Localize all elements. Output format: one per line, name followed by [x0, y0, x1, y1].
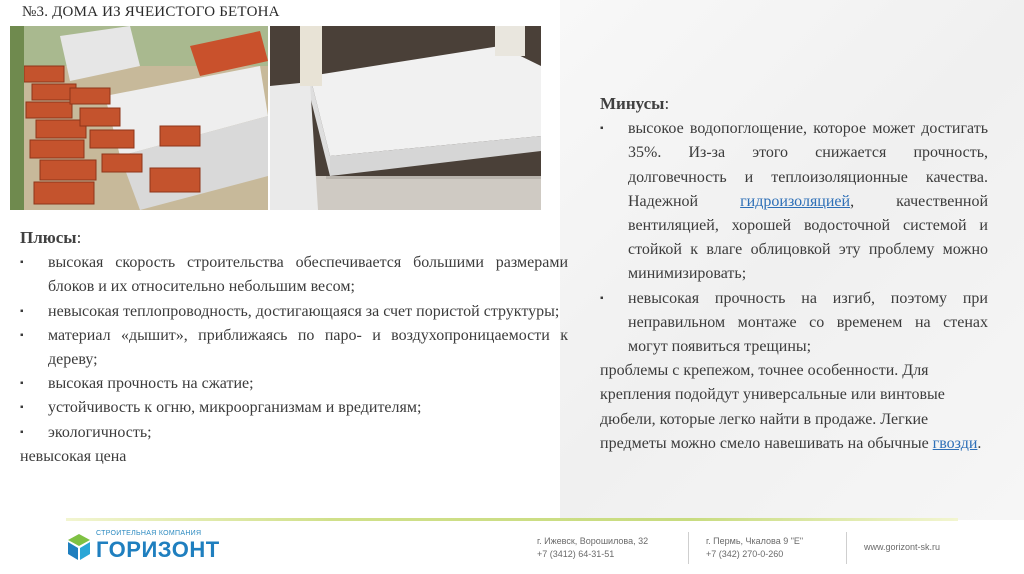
contact-izhevsk	[537, 535, 648, 561]
list-item: ▪ высокая прочность на сжатие;	[20, 372, 568, 396]
footer-separator	[688, 532, 689, 564]
bullet-icon: ▪	[20, 305, 24, 317]
bullet-icon: ▪	[600, 292, 604, 304]
list-item: ▪ невысокая теплопроводность, достигающаяся за счет пористой структуры;	[20, 300, 568, 324]
list-item: ▪ материал «дышит», приближаясь по паро- и воздухопроницаемости к дереву;	[20, 324, 568, 372]
list-item: ▪ экологичность;	[20, 421, 568, 445]
logo-cube-icon	[66, 532, 92, 562]
bullet-icon: ▪	[20, 329, 24, 341]
pros-heading: Плюсы:	[20, 228, 82, 247]
pros-list	[20, 251, 568, 445]
bullet-icon: ▪	[20, 378, 24, 390]
list-item: ▪ высокое водопоглощение, которое может достигать 35%. Из-за этого снижается прочность, долговечность и теплоизоляционные качества. Надежной гидроизоляцией, качественной вентиляцией, хорошей водосточной системой и стойкой к влаге облицовкой эту проблему можно минимизировать;	[600, 117, 988, 286]
list-item: ▪ высокая скорость строительства обеспечивается большими размерами блоков и их относительно небольшим весом;	[20, 251, 568, 299]
list-item: ▪ невысокая прочность на изгиб, поэтому при неправильном монтаже со временем на стенах могут появиться трещины;	[600, 287, 988, 360]
bullet-icon: ▪	[600, 123, 604, 135]
photo-aerated-block	[270, 26, 541, 210]
bullet-icon: ▪	[20, 402, 24, 414]
pros-tail: невысокая цена	[20, 447, 127, 465]
cons-section	[600, 92, 988, 456]
list-item: ▪ устойчивость к огню, микроорганизмам и вредителям;	[20, 396, 568, 420]
bullet-icon: ▪	[20, 426, 24, 438]
cons-tail: проблемы с крепежом, точнее особенности. Для крепления подойдут универсальные или винтовые дюбели, которые легко найти в продаже. Легкие предметы можно смело навешивать на обычные гвозди.	[600, 362, 982, 452]
waterproofing-link[interactable]: гидроизоляцией	[740, 192, 851, 210]
pros-section	[20, 226, 568, 469]
cons-list	[600, 117, 988, 359]
phone-izhevsk: +7 (3412) 64-31-51	[537, 549, 615, 559]
company-logo	[66, 528, 256, 566]
website-link[interactable]: www.gorizont-sk.ru	[864, 542, 941, 552]
logo-tagline: СТРОИТЕЛЬНАЯ КОМПАНИЯ	[96, 530, 202, 537]
bullet-icon: ▪	[20, 257, 24, 269]
footer-separator	[846, 532, 847, 564]
nails-link[interactable]: гвозди	[932, 434, 978, 452]
cons-heading: Минусы:	[600, 94, 670, 113]
phone-perm: +7 (342) 270-0-260	[706, 549, 784, 559]
contact-perm	[706, 535, 803, 561]
photo-brick-wall	[10, 26, 268, 210]
slide-title: №3. ДОМА ИЗ ЯЧЕИСТОГО БЕТОНА	[22, 4, 280, 20]
logo-name: ГОРИЗОНТ	[96, 537, 220, 562]
address-izhevsk: г. Ижевск, Ворошилова, 32	[537, 536, 649, 546]
footer-divider	[66, 518, 958, 521]
address-perm: г. Пермь, Чкалова 9 "Е"	[706, 536, 804, 546]
